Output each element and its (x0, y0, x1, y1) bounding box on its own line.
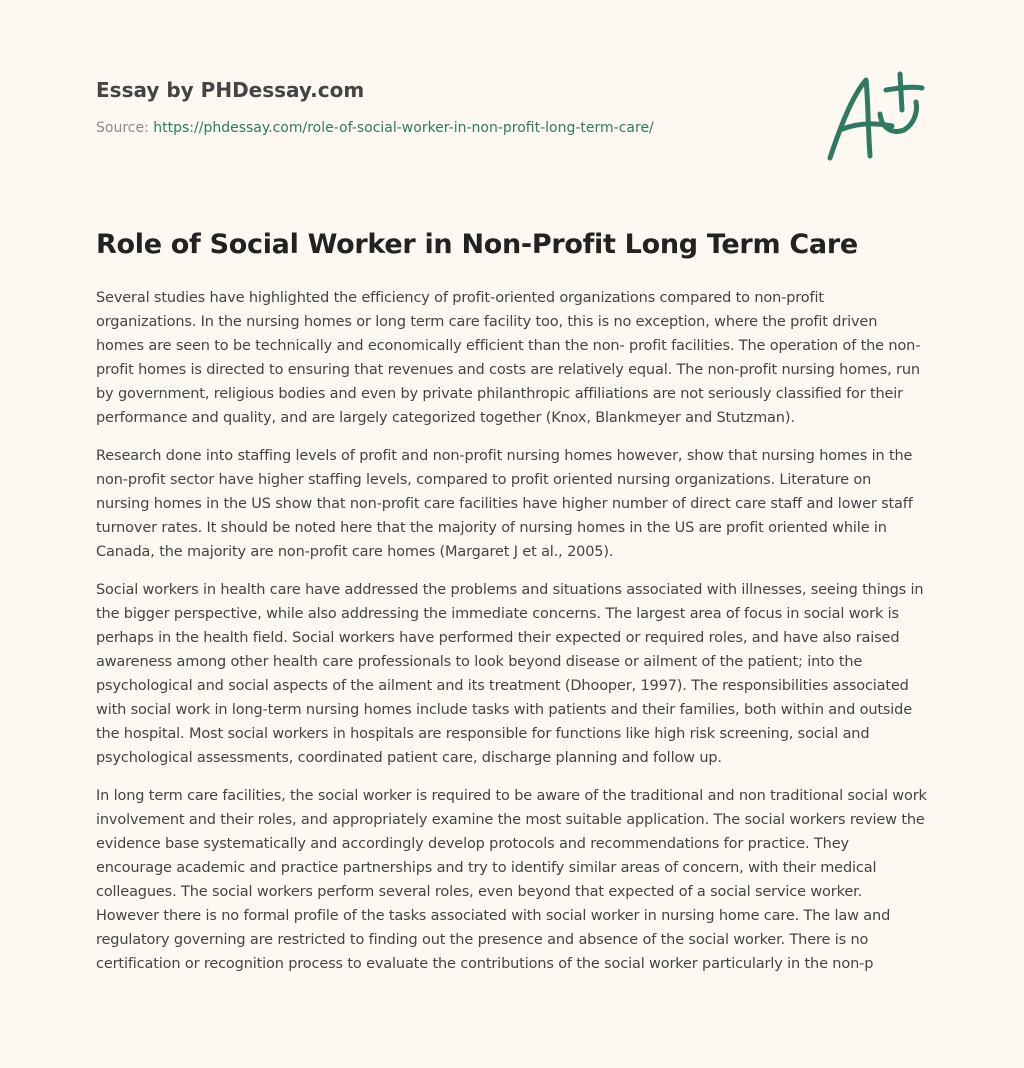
source-label: Source: (96, 120, 154, 136)
source-line (96, 118, 796, 138)
paragraph: Several studies have highlighted the efficiency of profit-oriented organizations compared to non-profit organizations. In the nursing homes or long term care facility too, this is no exception, where the profit driven homes are seen to be technically and economically efficient than the non- profit facilities. The operation of the non-profit homes is directed to ensuring that revenues and costs are relatively equal. The non-profit nursing homes, run by government, religious bodies and even by private philanthropic affiliations are not seriously classified for their performance and quality, and are largely categorized together (Knox, Blankmeyer and Stutzman). (96, 290, 921, 426)
source-link[interactable]: https://phdessay.com/role-of-social-worker-in-non-profit-long-term-care/ (153, 120, 654, 136)
site-brand: Essay by PHDessay.com (96, 78, 365, 102)
paragraph: In long term care facilities, the social worker is required to be aware of the traditional and non traditional social work involvement and their roles, and appropriately examine the most suitable application. The social workers review the evidence base systematically and accordingly develop protocols and recommendations for practice. They encourage academic and practice partnerships and try to identify similar areas of concern, with their medical colleagues. The social workers perform several roles, even beyond that expected of a social service worker. However there is no formal profile of the tasks associated with social worker in nursing home care. The law and regulatory governing are restricted to finding out the presence and absence of the social worker. There is no certification or recognition process to evaluate the contributions of the social worker particularly in the non-p (96, 788, 927, 972)
page-header (96, 74, 796, 138)
article-body (96, 286, 928, 1056)
paragraph: Research done into staffing levels of profit and non-profit nursing homes however, show that nursing homes in the non-profit sector have higher staffing levels, compared to profit oriented nursing organizations. Literature on nursing homes in the US show that non-profit care facilities have higher number of direct care staff and lower staff turnover rates. It should be noted here that the majority of nursing homes in the US are profit oriented while in Canada, the majority are non-profit care homes (Margaret J et al., 2005). (96, 448, 913, 560)
a-plus-logo-icon (822, 68, 926, 164)
paragraph: Social workers in health care have addressed the problems and situations associated with illnesses, seeing things in the bigger perspective, while also addressing the immediate concerns. The largest area of focus in social work is perhaps in the health field. Social workers have performed their expected or required roles, and have also raised awareness among other health care professionals to look beyond disease or ailment of the patient; into the psychological and social aspects of the ailment and its treatment (Dhooper, 1997). The responsibilities associated with social work in long-term nursing homes include tasks with patients and their families, both within and outside the hospital. Most social workers in hospitals are responsible for functions like high risk screening, social and psychological assessments, coordinated patient care, discharge planning and follow up. (96, 582, 924, 766)
article-title: Role of Social Worker in Non-Profit Long Term Care (96, 229, 858, 260)
